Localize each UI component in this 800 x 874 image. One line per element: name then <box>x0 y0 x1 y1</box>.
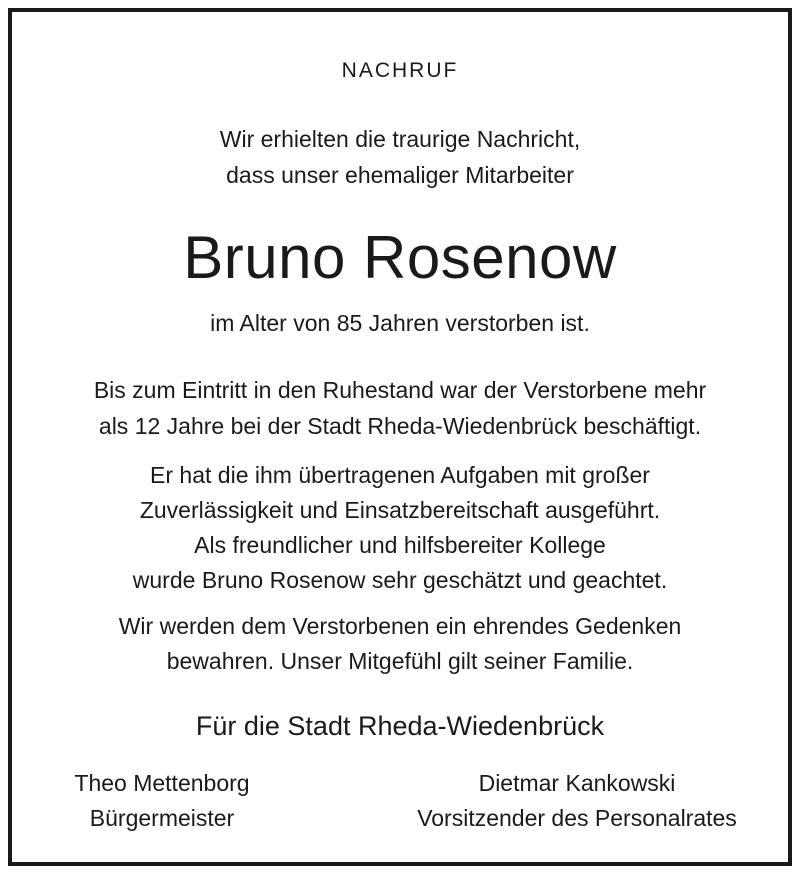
paragraph2-line-1: Er hat die ihm übertragenen Aufgaben mit großer <box>150 462 650 488</box>
paragraph1-line-2: als 12 Jahre bei der Stadt Rheda-Wiedenbrück beschäftigt. <box>98 413 702 439</box>
obituary-notice <box>8 8 792 866</box>
paragraph1-line-1: Bis zum Eintritt in den Ruhestand war der Verstorbene mehr <box>93 377 707 403</box>
signatory-2-title: Vorsitzender des Personalrates <box>417 805 737 831</box>
paragraph3-line-1: Wir werden dem Verstorbenen ein ehrendes Gedenken <box>118 613 682 639</box>
intro-line-2: dass unser ehemaliger Mitarbeiter <box>226 162 574 188</box>
signatory-1-name: Theo Mettenborg <box>74 770 250 796</box>
paragraph2-line-4: wurde Bruno Rosenow sehr geschätzt und geachtet. <box>132 567 668 593</box>
paragraph2-line-2: Zuverlässigkeit und Einsatzbereitschaft ausgeführt. <box>139 497 661 523</box>
paragraph3-line-2: bewahren. Unser Mitgefühl gilt seiner Familie. <box>166 648 634 674</box>
paragraph2-line-3: Als freundlicher und hilfsbereiter Kollege <box>194 532 606 558</box>
deceased-name: Bruno Rosenow <box>183 224 617 291</box>
notice-heading: NACHRUF <box>341 59 459 82</box>
signatory-1-title: Bürgermeister <box>89 805 235 831</box>
age-line: im Alter von 85 Jahren verstorben ist. <box>210 310 590 336</box>
organization-line: Für die Stadt Rheda-Wiedenbrück <box>195 711 605 741</box>
signatory-2-name: Dietmar Kankowski <box>478 770 676 796</box>
intro-line-1: Wir erhielten die traurige Nachricht, <box>219 126 581 152</box>
